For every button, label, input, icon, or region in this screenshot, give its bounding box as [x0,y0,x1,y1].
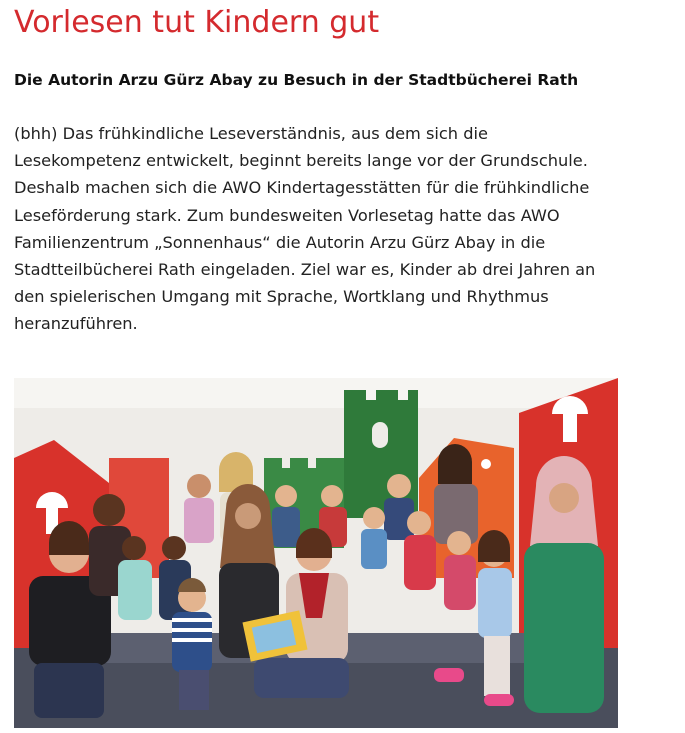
body-line: Leseförderung stark. Zum bundesweiten Vorlesetag hatte das AWO [14,205,560,225]
article-body [14,120,595,338]
reading-event-photo [14,378,618,728]
body-line: Familienzentrum „Sonnenhaus“ die Autorin Arzu Gürz Abay in die [14,232,546,252]
body-line: Stadtteilbücherei Rath eingeladen. Ziel war es, Kinder ab drei Jahren an [14,260,596,280]
article-subtitle: Die Autorin Arzu Gürz Abay zu Besuch in der Stadtbücherei Rath [14,71,579,89]
body-line: Lesekompetenz entwickelt, beginnt bereits lange vor der Grundschule. [14,151,588,171]
article-photo [14,378,618,728]
tower-window [372,422,388,448]
body-line: (bhh) Das frühkindliche Leseverständnis, aus dem sich die [14,124,488,143]
orange-dot [481,459,491,469]
article-title: Vorlesen tut Kindern gut [14,5,380,40]
body-line: Deshalb machen sich die AWO Kindertagesstätten für die frühkindliche [14,178,590,198]
body-line: heranzuführen. [14,314,138,334]
body-line: den spielerischen Umgang mit Sprache, Wortklang und Rhythmus [14,287,549,307]
photo-ceiling [14,378,618,408]
